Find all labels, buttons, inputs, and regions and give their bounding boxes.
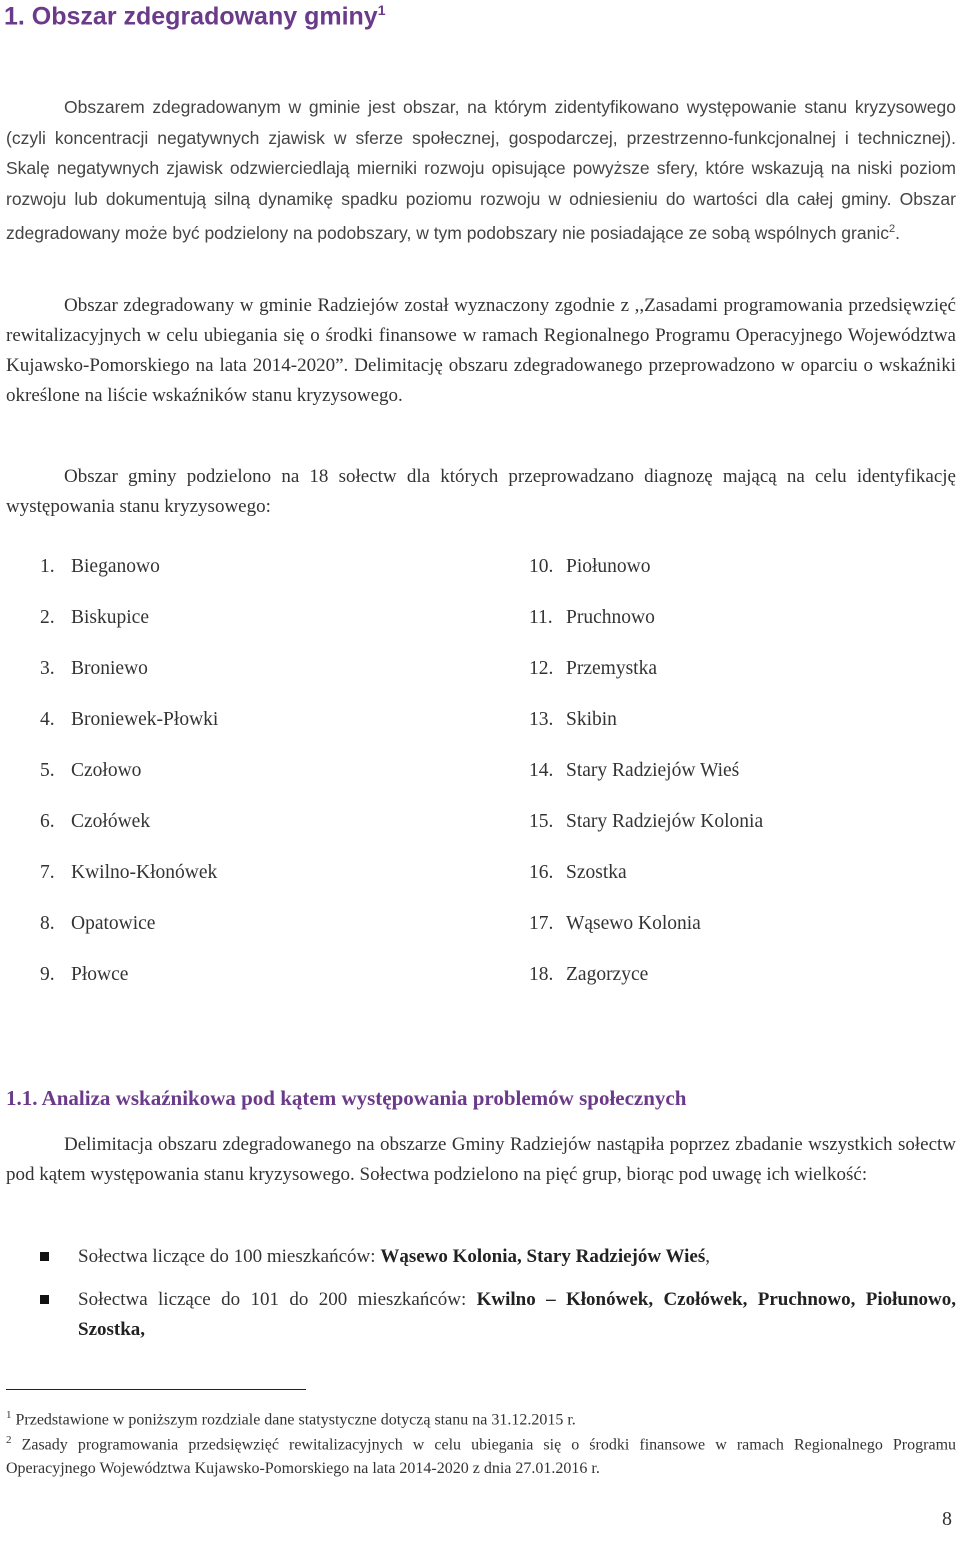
intro-sentence-3: Obszar zdegradowany może być podzielony na podobszary, w tym podobszary nie posiadające ze sobą wspólnych granic bbox=[6, 188, 956, 244]
delimitation-paragraph: Obszar zdegradowany w gminie Radziejów został wyznaczony zgodnie z ,,Zasadami programowania przedsięwzięć rewitalizacyjnych w celu ubiegania się o środki finansowe w ramach Regionalnego Programu Operacyjnego Województwa Kujawsko-Pomorskiego na lata 2014-2020”. Delimitację obszaru zdegradowanego przeprowadzono w oparciu o wskaźniki określone na liście wskaźników stanu kryzysowego. bbox=[6, 295, 956, 406]
square-bullet-icon bbox=[40, 1295, 49, 1304]
list-item: 14. Stary Radziejów Wieś bbox=[529, 760, 740, 781]
page-number: 8 bbox=[942, 1508, 952, 1530]
section-heading bbox=[4, 2, 386, 31]
footnote-ref-1: 1 bbox=[377, 2, 386, 18]
bullet-text: Sołectwa liczące do 101 do 200 mieszkańców: Kwilno – Kłonówek, Czołówek, Pruchnowo, Piołunowo, Szostka, bbox=[78, 1289, 956, 1340]
footnote-separator bbox=[6, 1389, 306, 1390]
list-item bbox=[40, 1285, 956, 1345]
footnote-ref-2: 2 bbox=[888, 223, 896, 236]
list-item: 18. Zagorzyce bbox=[529, 964, 649, 985]
square-bullet-icon bbox=[40, 1252, 49, 1261]
list-item: 2. Biskupice bbox=[40, 607, 149, 628]
section-heading-text: 1. Obszar zdegradowany gminy bbox=[4, 2, 378, 31]
list-item: 9. Płowce bbox=[40, 964, 129, 985]
list-item: 15. Stary Radziejów Kolonia bbox=[529, 811, 764, 832]
village-list-right bbox=[529, 541, 959, 1000]
subsection-heading: 1.1. Analiza wskaźnikowa pod kątem występowania problemów społecznych bbox=[6, 1086, 687, 1110]
intro-paragraph: Obszarem zdegradowanym w gminie jest obszar, na którym zidentyfikowano występowanie stanu kryzysowego (czyli koncentracji negatywnych zjawisk w sferze społecznej, gospodarczej, przestrzenno-funkcjonalnej i technicznej). Skalę negatywnych zjawisk odzwierciedlają mierniki rozwoju opisujące powyższe sfery, które wskazują na niski poziom rozwoju lub dokumentują silną dynamikę spadku poziomu rozwoju w odniesieniu do wartości dla całej gminy. Obszar zdegradowany może być podzielony na podobszary, w tym podobszary nie posiadające ze sobą wspólnych granic$^2$. bbox=[6, 97, 956, 244]
list-item: 6. Czołówek bbox=[40, 811, 151, 832]
list-item: 8. Opatowice bbox=[40, 913, 156, 934]
intro-sentence-2: Skalę negatywnych zjawisk odzwierciedlają mierniki rozwoju opisujące powyższe sfery, które wskazują na niski poziom rozwoju lub dokumentują silną dynamikę spadku poziomu rozwoju w odniesieniu do wartości dla całej gminy. bbox=[6, 158, 956, 209]
list-item bbox=[40, 1242, 956, 1272]
analysis-paragraph: Delimitacja obszaru zdegradowanego na obszarze Gminy Radziejów nastąpiła poprzez zbadanie wszystkich sołectw pod kątem występowania stanu kryzysowego. Sołectwa podzielono na pięć grup, biorąc pod uwagę ich wielkość: bbox=[6, 1134, 956, 1185]
list-item: 16. Szostka bbox=[529, 862, 627, 883]
footnote-1: $^1$ Przedstawione w poniższym rozdziale dane statystyczne dotyczą stanu na 31.12.2015 r. bbox=[6, 1409, 576, 1429]
villages-intro-paragraph: Obszar gminy podzielono na 18 sołectw dla których przeprowadzano diagnozę mającą na celu identyfikację występowania stanu kryzysowego: bbox=[6, 466, 956, 517]
bullet-text: Sołectwa liczące do 100 mieszkańców: Wąsewo Kolonia, Stary Radziejów Wieś, bbox=[78, 1246, 710, 1267]
village-list-left bbox=[40, 541, 470, 1000]
list-item: 13. Skibin bbox=[529, 709, 617, 730]
list-item: 11. Pruchnowo bbox=[529, 607, 655, 628]
footnote-2: $^2$ Zasady programowania przedsięwzięć rewitalizacyjnych w celu ubiegania się o środki finansowe w ramach Regionalnego Programu Operacyjnego Województwa Kujawsko-Pomorskiego na lata 2014-2020 z dnia 27.01.2016 r. bbox=[6, 1434, 957, 1478]
intro-sentence-1: Obszarem zdegradowanym w gminie jest obszar, na którym zidentyfikowano występowanie stanu kryzysowego (czyli koncentracji negatywnych zjawisk w sferze społecznej, gospodarczej, przestrzenno-funkcjonalnej i technicznej). bbox=[6, 97, 956, 148]
list-item: 5. Czołowo bbox=[40, 760, 142, 781]
list-item: 17. Wąsewo Kolonia bbox=[529, 913, 701, 934]
list-item: 7. Kwilno-Kłonówek bbox=[40, 862, 218, 883]
list-item: 12. Przemystka bbox=[529, 658, 657, 679]
list-item: 10. Piołunowo bbox=[529, 556, 651, 577]
list-item: 3. Broniewo bbox=[40, 658, 148, 679]
list-item: 1. Bieganowo bbox=[40, 556, 160, 577]
list-item: 4. Broniewek-Płowki bbox=[40, 709, 219, 730]
